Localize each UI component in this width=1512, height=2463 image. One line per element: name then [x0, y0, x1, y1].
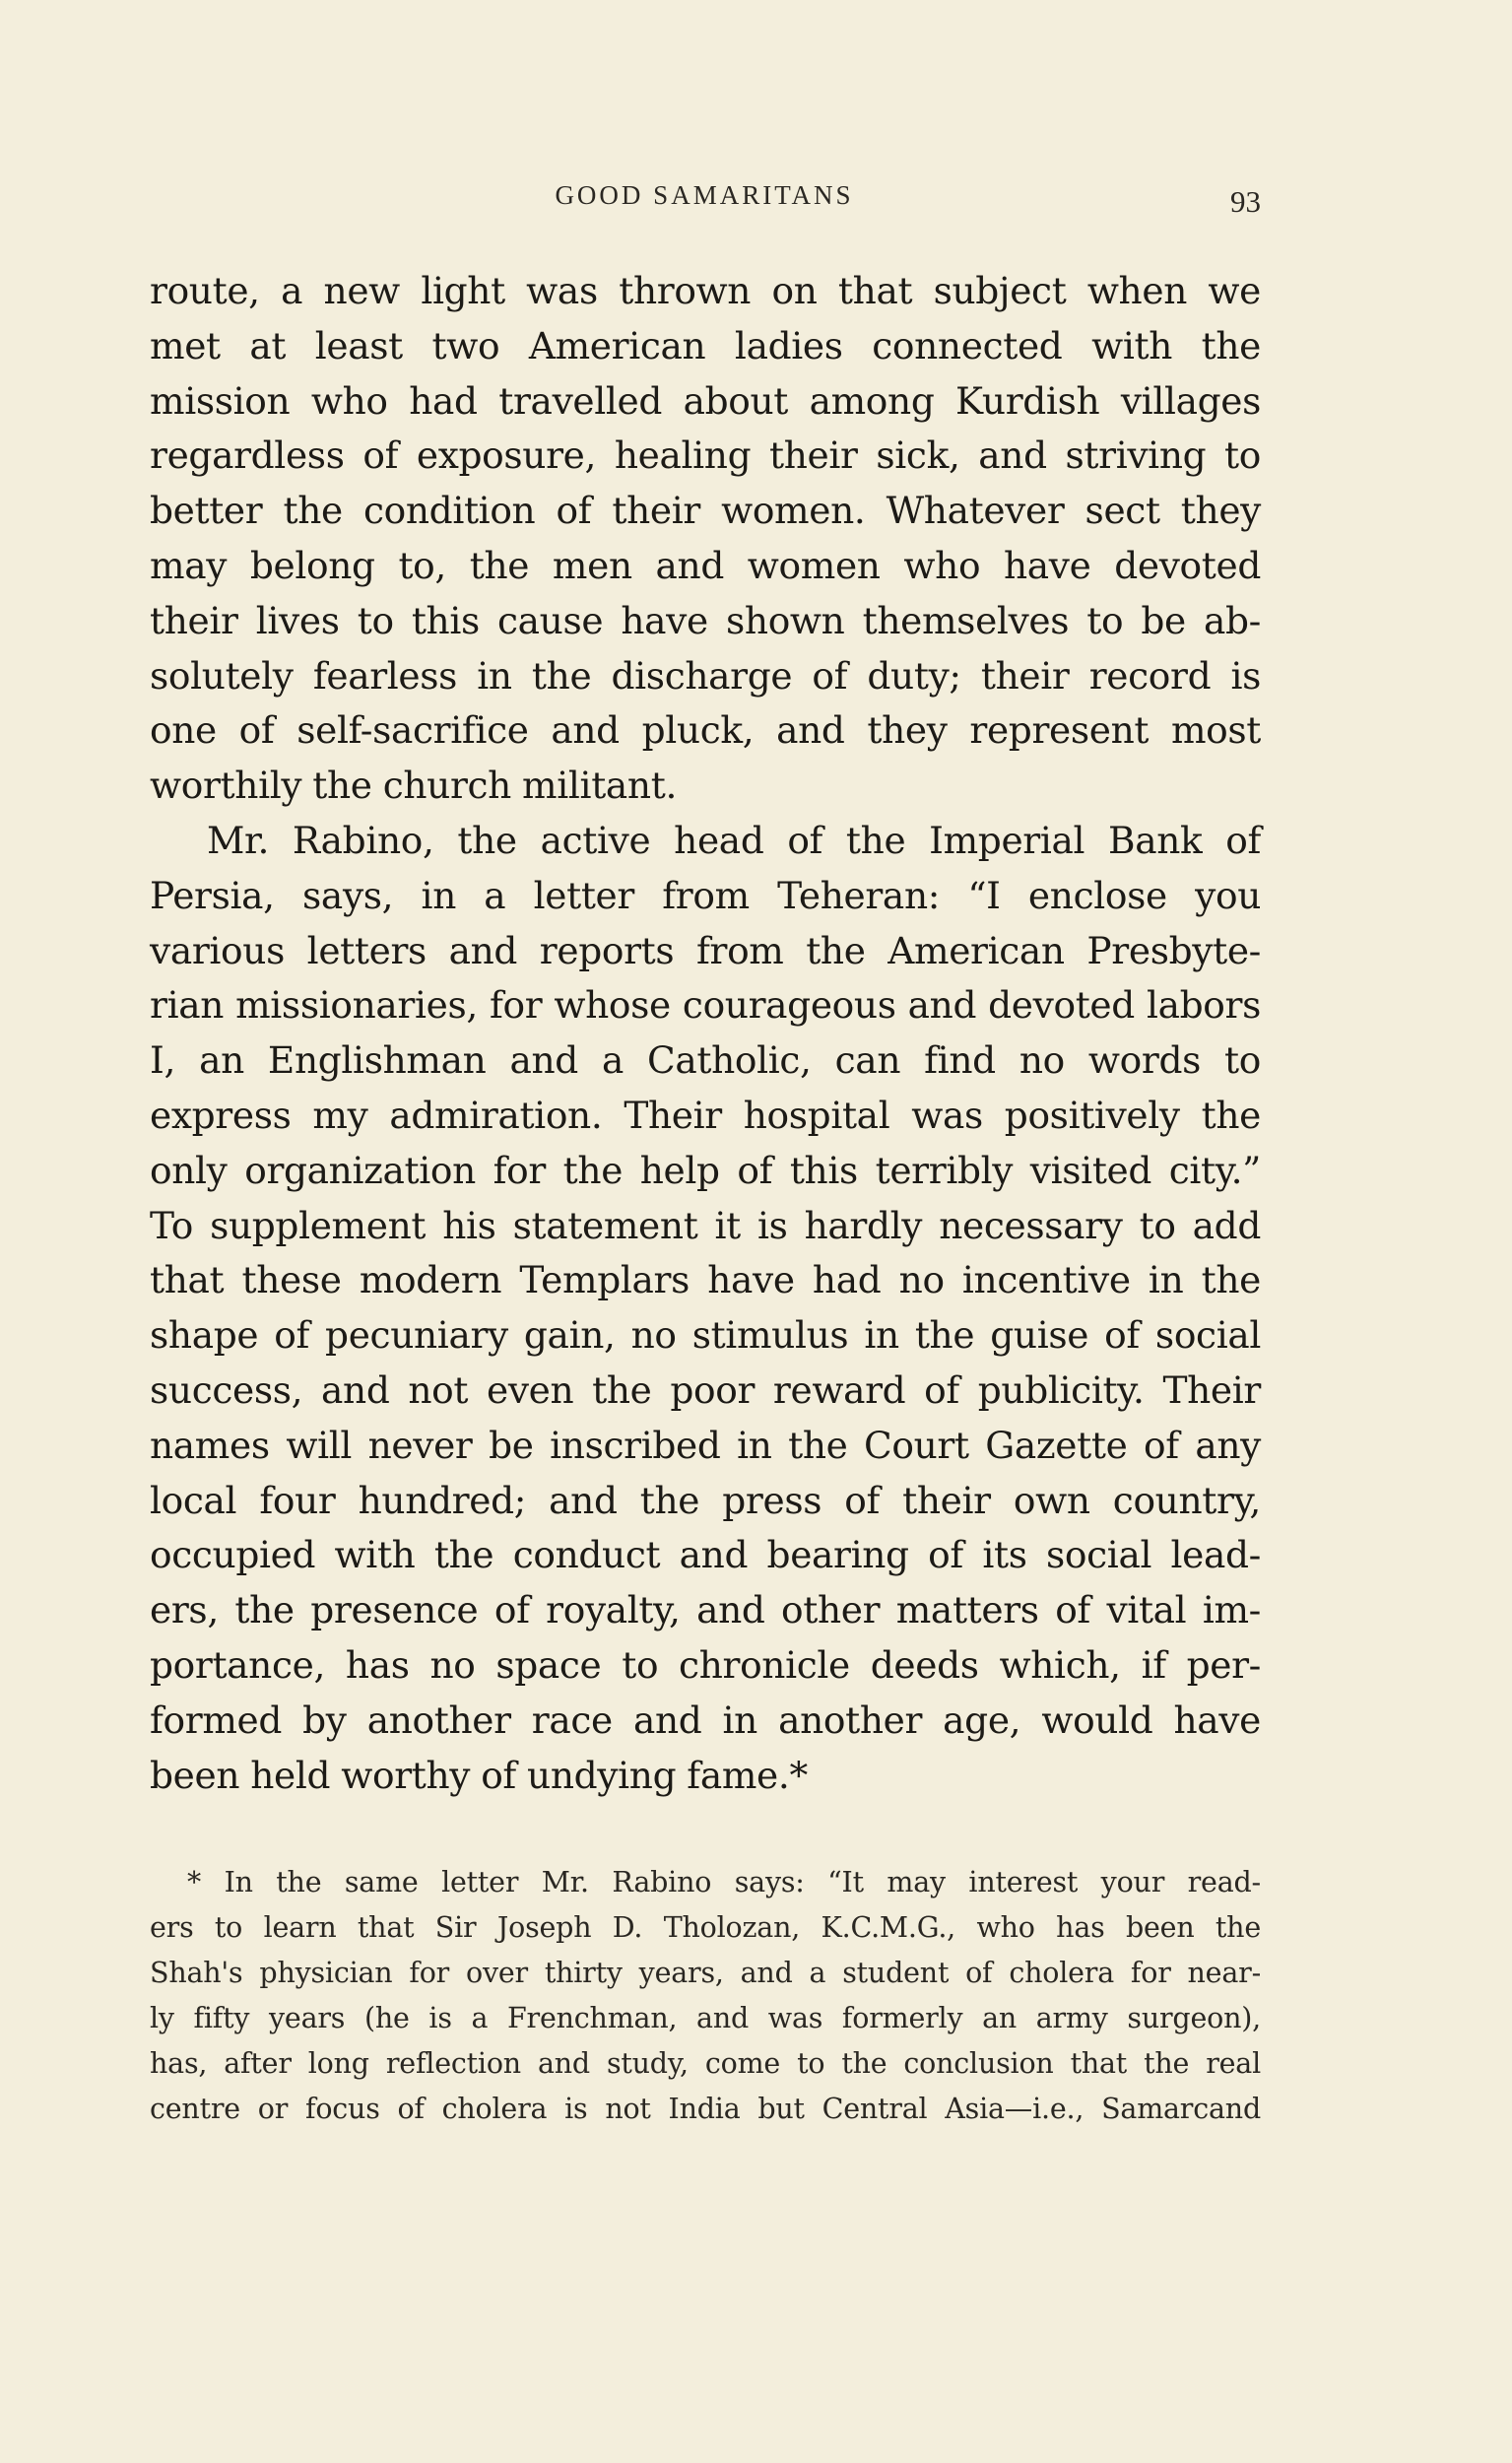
text-line: various letters and reports from the American Presbyte- [150, 928, 1261, 972]
footnote-line: has, after long reflection and study, come to the conclusion that the real [150, 2047, 1261, 2080]
text-line: their lives to this cause have shown themselves to be ab- [150, 598, 1261, 642]
paragraph-end-line: been held worthy of undying fame.* [150, 1753, 808, 1797]
footnote-line: * In the same letter Mr. Rabino says: “It may interest your read- [187, 1866, 1261, 1898]
text-line: express my admiration. Their hospital was positively the [150, 1093, 1261, 1137]
page-number: 93 [1230, 184, 1261, 219]
text-line: better the condition of their women. Whatever sect they [150, 489, 1261, 533]
text-line: met at least two American ladies connected with the [150, 323, 1261, 367]
text-line: Persia, says, in a letter from Teheran: “I enclose you [150, 873, 1261, 917]
footnote-line: Shah's physician for over thirty years, and a student of cholera for near- [150, 1957, 1261, 1989]
footnote-line: ers to learn that Sir Joseph D. Tholozan, K.C.M.G., who has been the [150, 1911, 1261, 1944]
running-head [148, 180, 1261, 220]
running-title: GOOD SAMARITANS [555, 180, 854, 210]
footnote [150, 1860, 1261, 2132]
text-line: route, a new light was thrown on that subject when we [150, 269, 1261, 312]
text-line: ers, the presence of royalty, and other matters of vital im- [150, 1588, 1261, 1632]
text-line: formed by another race and in another age, would have [150, 1697, 1261, 1742]
text-line: occupied with the conduct and bearing of its social lead- [150, 1533, 1261, 1577]
footnote-line: ly fifty years (he is a Frenchman, and was formerly an army surgeon), [150, 2002, 1261, 2034]
text-line: one of self-sacrifice and pluck, and they represent most [150, 708, 1261, 753]
text-line: regardless of exposure, healing their sick, and striving to [150, 433, 1261, 478]
text-line: only organization for the help of this terribly visited city.” [150, 1148, 1261, 1192]
text-line: mission who had travelled about among Kurdish villages [150, 378, 1261, 423]
text-line: local four hundred; and the press of their own country, [150, 1478, 1261, 1522]
text-line: solutely fearless in the discharge of duty; their record is [150, 653, 1261, 698]
text-line: names will never be inscribed in the Court Gazette of any [150, 1423, 1261, 1467]
text-line: portance, has no space to chronicle deeds which, if per- [150, 1642, 1261, 1687]
text-line: that these modern Templars have had no incentive in the [150, 1258, 1261, 1302]
body-text [150, 264, 1261, 1803]
text-line: I, an Englishman and a Catholic, can find no words to [150, 1038, 1261, 1083]
paragraph-end-line: worthily the church militant. [150, 764, 678, 808]
paragraph-start-line: Mr. Rabino, the active head of the Imperial Bank of [207, 818, 1261, 862]
footnote-line: centre or focus of cholera is not India but Central Asia—i.e., Samarcand [150, 2093, 1261, 2125]
text-line: shape of pecuniary gain, no stimulus in the guise of social [150, 1313, 1261, 1358]
text-line: success, and not even the poor reward of publicity. Their [150, 1367, 1261, 1412]
text-line: rian missionaries, for whose courageous and devoted labors [150, 983, 1261, 1028]
text-line: may belong to, the men and women who have devoted [150, 543, 1261, 587]
text-line: To supplement his statement it is hardly necessary to add [150, 1203, 1261, 1247]
